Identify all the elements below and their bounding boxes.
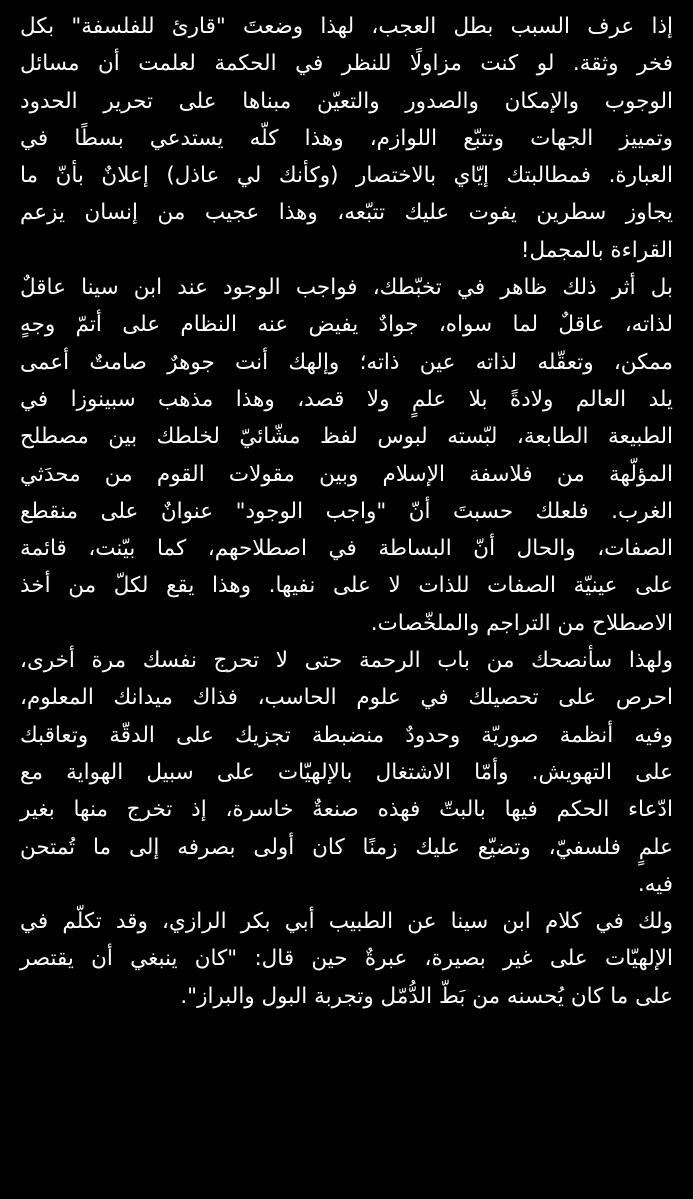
- text-line: ادّعاء الحكم فيها بالبتّ فهذه صنعةٌ خاسرة، إذ تخرج منها بغير: [20, 797, 673, 823]
- paragraph: [20, 903, 673, 1015]
- text-line: المؤلّهة من فلاسفة الإسلام وبين مقولات القوم من محدَثي: [20, 461, 673, 487]
- text-line: القراءة بالمجمل!: [520, 237, 673, 263]
- text-line: يجاوز سطرين يفوت عليك تتبّعه، وهذا عجيب من إنسان يزعم: [20, 200, 673, 226]
- text-line: ولهذا سأنصحك من باب الرحمة حتى لا تحرج نفسك مرة أخرى،: [20, 648, 673, 674]
- text-line: الطبيعة الطابعة، لبّسته لبوس لفظ مشّائيّ لخلطك بين مصطلح: [20, 424, 673, 450]
- paragraph: [20, 269, 673, 642]
- text-line: بل أثر ذلك ظاهر في تخبّطك، فواجب الوجود عند ابن سينا عاقلٌ: [20, 275, 673, 301]
- text-line: وتمييز الجهات وتتبّع اللوازم، وهذا كلّه يستدعي بسطًا في: [20, 125, 673, 151]
- text-line: على عينيّة الصفات للذات لا على نفيها. وهذا يقع لكلّ من أخذ: [20, 573, 673, 599]
- text-line: على ما كان يُحسنه من بَطّ الدُّمّل وتجربة البول والبراز".: [180, 983, 673, 1009]
- text-line: فخر وثقة. لو كنت مزاولًا للنظر في الحكمة لعلمت أن مسائل: [20, 51, 673, 77]
- text-line: وفيه أنظمة صوريّة وحدودٌ منضبطة تجزيك على الدقّة وتعاقبك: [20, 722, 673, 748]
- paragraph: [20, 8, 673, 269]
- text-line: الغرب. فلعلك حسبتَ أنّ "واجب الوجود" عنوانٌ على منقطع: [20, 498, 673, 524]
- text-line: علمٍ فلسفيّ، وتضيّع عليك زمنًا كان أولى بصرفه إلى ما تُمتحن: [20, 834, 673, 860]
- text-line: الاصطلاح من التراجم والملخّصات.: [370, 610, 673, 636]
- text-line: العبارة. فمطالبتك إيّاي بالاختصار (وكأنك لي عاذل) إعلانٌ بأنّ ما: [20, 163, 673, 189]
- text-line: الصفات، والحال أنّ البساطة في اصطلاحهم، كما بيّنت، قائمة: [20, 536, 673, 562]
- text-line: الإلهيّات على غير بصيرة، عبرةٌ حين قال: "كان ينبغي أن يقتصر: [20, 946, 673, 972]
- text-line: على التهويش. وأمّا الاشتغال بالإلهيّات على سبيل الهواية مع: [20, 759, 673, 785]
- text-line: ممكن، وتعقّله لذاته عين ذاته؛ وإلهك أنت جوهرٌ صامتٌ أعمى: [20, 349, 673, 375]
- text-line: إذا عرف السبب بطل العجب، لهذا وضعتَ "قارئ للفلسفة" بكل: [20, 14, 673, 39]
- text-line: الوجوب والإمكان والصدور والتعيّن مبناها على تحرير الحدود: [20, 88, 673, 114]
- text-line: ولك في كلام ابن سينا عن الطبيب أبي بكر الرازي، وقد تكلّم في: [20, 909, 673, 935]
- text-line: يلد العالم ولادةً بلا علمٍ ولا قصد، وهذا مذهب سبينوزا في: [20, 386, 673, 412]
- text-line: فيه.: [637, 871, 673, 897]
- paragraph: [20, 642, 673, 903]
- text-line: احرص على تحصيلك في علوم الحاسب، فذاك ميدانك المعلوم،: [20, 685, 673, 711]
- text-line: لذاته، عاقلٌ لما سواه، جوادٌ يفيض عنه النظام على أتمّ وجهٍ: [20, 312, 673, 338]
